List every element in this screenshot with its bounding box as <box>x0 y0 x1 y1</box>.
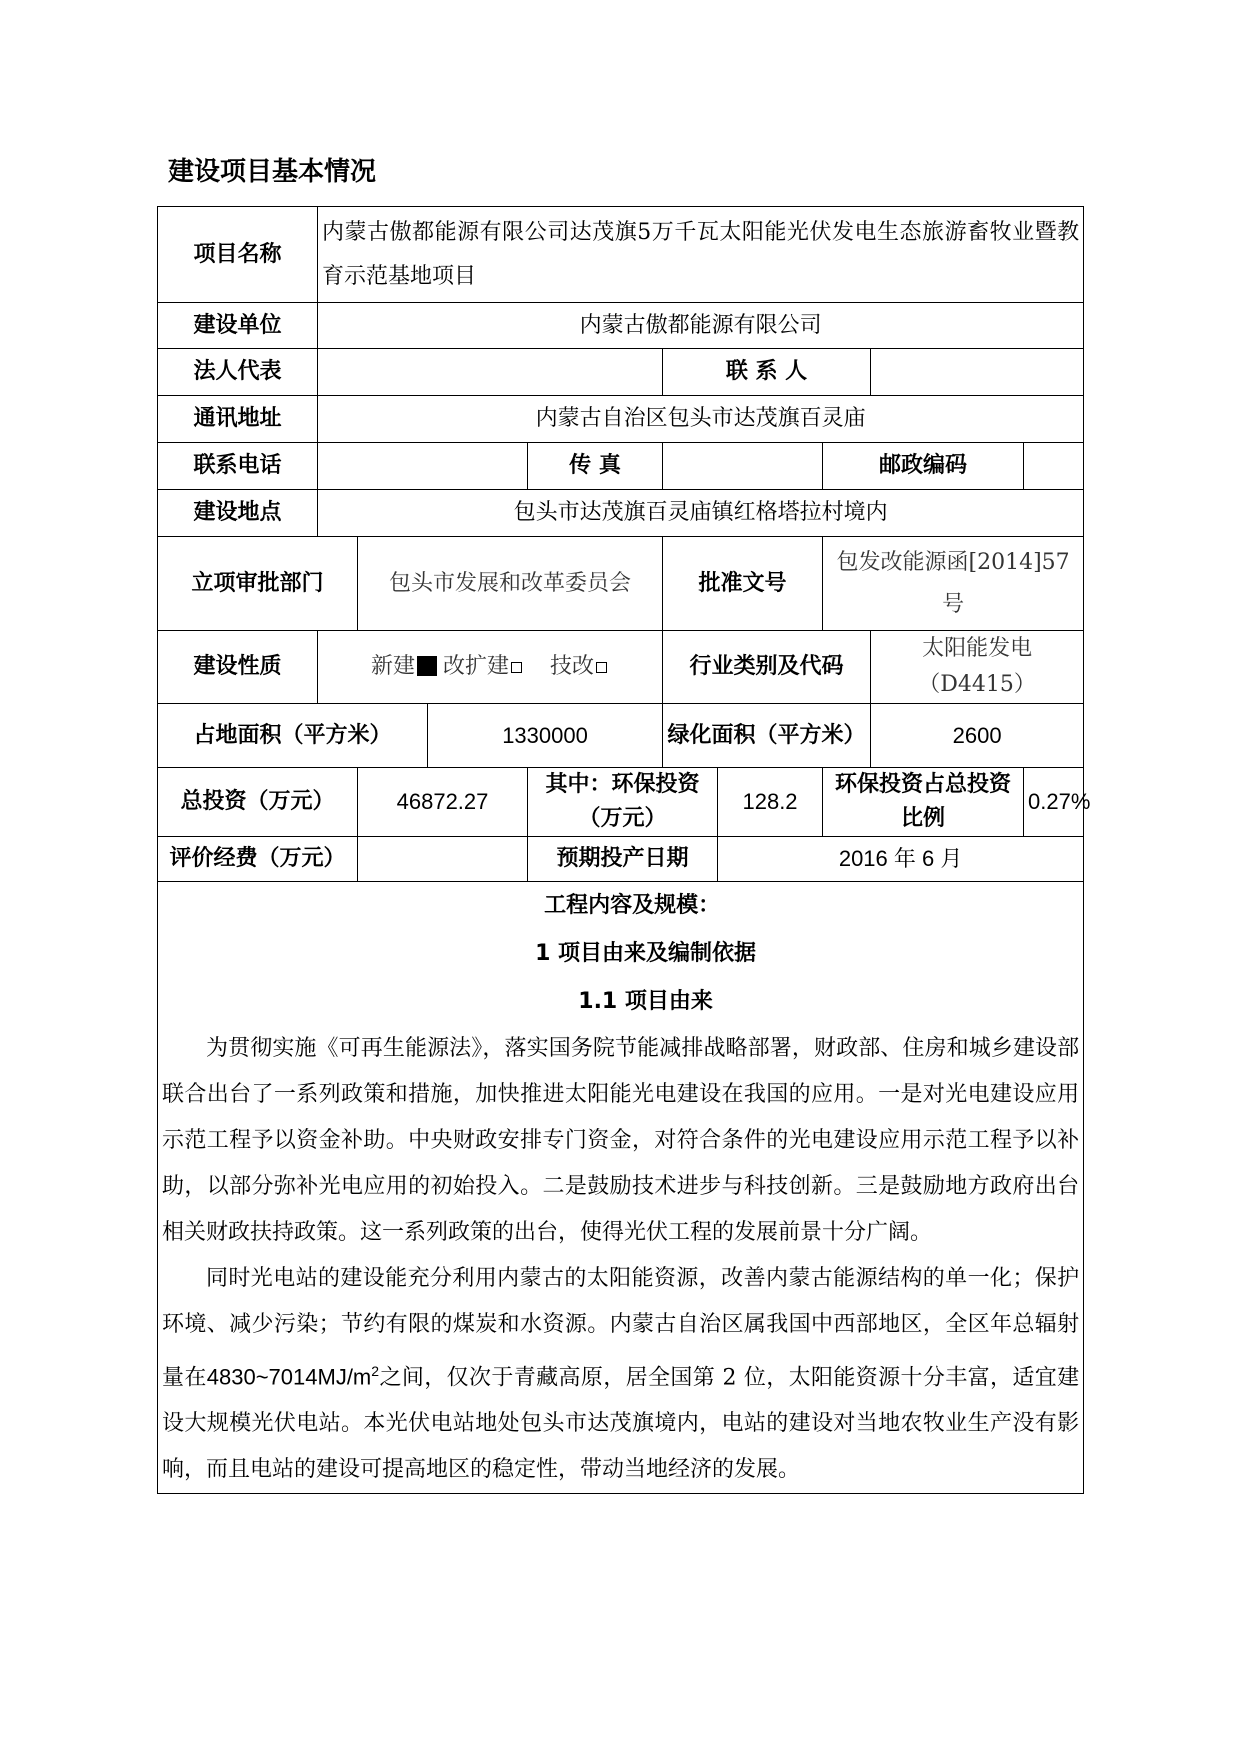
nature-value <box>318 631 663 704</box>
nature-new-label: 新建 <box>370 654 415 679</box>
radiation-range: 4830~7014MJ/m <box>206 1364 372 1390</box>
total-invest-value: 46872.27 <box>358 768 528 837</box>
env-invest-value: 128.2 <box>718 768 823 837</box>
approval-no-value: 包发改能源函[2014]57号 <box>823 537 1084 631</box>
eval-fee-label: 评价经费（万元） <box>158 837 358 882</box>
project-name-value: 内蒙古傲都能源有限公司达茂旗5万千瓦太阳能光伏发电生态旅游畜牧业暨教育示范基地项目 <box>318 207 1084 303</box>
section-1-heading: 1 项目由来及编制依据 <box>535 941 757 966</box>
legal-rep-label: 法人代表 <box>158 349 318 396</box>
land-area-label: 占地面积（平方米） <box>158 704 428 768</box>
phone-label: 联系电话 <box>158 443 318 490</box>
paragraph-2-part-a: 同时光电站的建设能充分利用内蒙古的太阳能资源，改善内蒙古能源结构的单一化；保护环境、减少污染；节约有限的煤炭和水资源。内蒙古自治区属我国中西部地区，全区年总辐射量在 <box>162 1266 1080 1391</box>
address-value: 内蒙古自治区包头市达茂旗百灵庙 <box>318 396 1084 443</box>
env-ratio-value: 0.27% <box>1024 768 1084 837</box>
contact-label: 联 系 人 <box>663 349 871 396</box>
builder-label: 建设单位 <box>158 303 318 349</box>
nature-label: 建设性质 <box>158 631 318 704</box>
approval-no-label: 批准文号 <box>663 537 823 631</box>
radiation-unit-superscript: 2 <box>371 1363 380 1379</box>
paragraph-2-part-b: 之间，仅次于青藏高原，居全国第 2 位，太阳能资源十分丰富，适宜建设大规模光伏电站。本光伏电站地处包头市达茂旗境内，电站的建设对当地农牧业生产没有影响，而且电站的建设可提高地区的稳定性，带动当地经济的发展。 <box>162 1365 1080 1483</box>
nature-expand-label: 改扩建 <box>443 654 510 679</box>
project-info-table <box>157 206 1091 1494</box>
checked-box-icon <box>417 656 437 676</box>
prod-date-value: 2016 年 6 月 <box>718 837 1084 882</box>
legal-rep-value <box>318 349 663 396</box>
eval-fee-value <box>358 837 528 882</box>
fax-value <box>663 443 823 490</box>
project-name-label: 项目名称 <box>158 207 318 303</box>
env-ratio-label: 环保投资占总投资比例 <box>823 768 1024 837</box>
unchecked-box-icon <box>596 662 607 673</box>
approval-dept-value: 包头市发展和改革委员会 <box>358 537 663 631</box>
approval-dept-label: 立项审批部门 <box>158 537 358 631</box>
content-heading: 工程内容及规模： <box>544 893 721 918</box>
contact-value <box>871 349 1084 396</box>
unchecked-box-icon <box>511 662 522 673</box>
site-value: 包头市达茂旗百灵庙镇红格塔拉村境内 <box>318 490 1084 537</box>
fax-label: 传 真 <box>528 443 663 490</box>
green-area-value: 2600 <box>871 704 1084 768</box>
total-invest-label: 总投资（万元） <box>158 768 358 837</box>
address-label: 通讯地址 <box>158 396 318 443</box>
phone-value <box>318 443 528 490</box>
page-title: 建设项目基本情况 <box>168 157 377 187</box>
postcode-label: 邮政编码 <box>823 443 1024 490</box>
nature-tech-label: 技改 <box>550 654 595 679</box>
postcode-value <box>1024 443 1084 490</box>
industry-value: 太阳能发电（D4415） <box>871 631 1084 704</box>
env-invest-label: 其中：环保投资（万元） <box>528 768 718 837</box>
prod-date-label: 预期投产日期 <box>528 837 718 882</box>
green-area-label: 绿化面积（平方米） <box>663 704 871 768</box>
project-content-section <box>158 882 1084 1494</box>
paragraph-2 <box>162 1256 1079 1493</box>
section-1-1-heading: 1.1 项目由来 <box>578 989 713 1014</box>
site-label: 建设地点 <box>158 490 318 537</box>
industry-label: 行业类别及代码 <box>663 631 871 704</box>
land-area-value: 1330000 <box>428 704 663 768</box>
paragraph-1: 为贯彻实施《可再生能源法》，落实国务院节能减排战略部署，财政部、住房和城乡建设部联合出台了一系列政策和措施，加快推进太阳能光电建设在我国的应用。一是对光电建设应用示范工程予以资金补助。中央财政安排专门资金，对符合条件的光电建设应用示范工程予以补助，以部分弥补光电应用的初始投入。二是鼓励技术进步与科技创新。三是鼓励地方政府出台相关财政扶持政策。这一系列政策的出台，使得光伏工程的发展前景十分广阔。 <box>162 1036 1080 1245</box>
builder-value: 内蒙古傲都能源有限公司 <box>318 303 1084 349</box>
